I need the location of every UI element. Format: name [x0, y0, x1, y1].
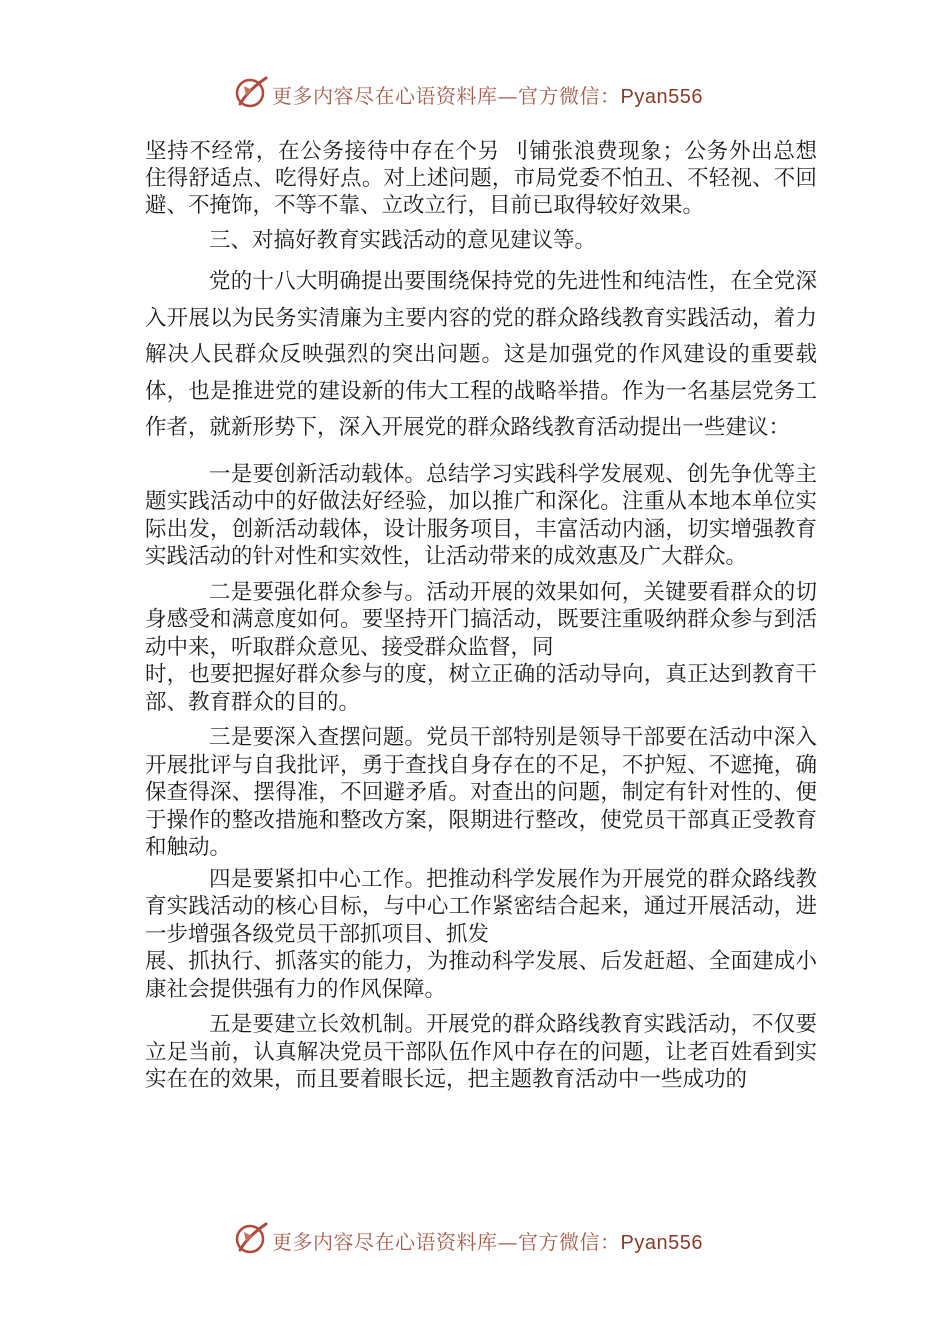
wechat-id: Pyan556 — [620, 1232, 703, 1254]
footer-banner — [0, 1216, 950, 1260]
paragraph-7: 五是要建立长效机制。开展党的群众路线教育实践活动，不仅要立足当前，认真解决党员干部队伍作风中存在的问题，让老百姓看到实实在在的效果，而且要着眼长远，把主题教育活动中一些成功的 — [145, 1012, 817, 1092]
paragraph-5: 三是要深入查摆问题。党员干部特别是领导干部要在活动中深入开展批评与自我批评，勇于查找自身存在的不足，不护短、不遮掩，确保查得深、摆得准，不回避矛盾。对查出的问题，制定有针对性的、便于操作的整改措施和整改方案，限期进行整改，使党员干部真正受教育和触动。 — [145, 725, 817, 860]
brush-logo-icon — [232, 74, 270, 110]
header-banner-text: 更多内容尽在心语资料库—官方微信：Pyan556 — [272, 84, 703, 108]
paragraph-2: 党的十八大明确提出要围绕保持党的先进性和纯洁性，在全党深入开展以为民务实清廉为主要内容的党的群众路线教育实践活动，着力解决人民群众反映强烈的突出问题。这是加强党的作风建设的重要载体，也是推进党的建设新的伟大工程的战略举措。作为一名基层党务工作者，就新形势下，深入开展党的群众路线教育活动提出一些建议： — [145, 269, 817, 440]
brush-logo-icon — [232, 1220, 270, 1256]
paragraph-4: 二是要强化群众参与。活动开展的效果如何，关键要看群众的切身感受和满意度如何。要坚持开门搞活动，既要注重吸纳群众参与到活动中来，听取群众意见、接受群众监督，同 — [145, 579, 817, 660]
section-heading: 三、对搞好教育实践活动的意见建议等。 — [209, 228, 597, 253]
header-banner — [0, 70, 950, 114]
paragraph-3: 一是要创新活动载体。总结学习实践科学发展观、创先争优等主题实践活动中的好做法好经验，加以推广和深化。注重从本地本单位实际出发，创新活动载体，设计服务项目，丰富活动内涵，切实增强教育实践活动的针对性和实效性，让活动带来的成效惠及广大群众。 — [145, 461, 817, 569]
paragraph-6: 四是要紧扣中心工作。把推动科学发展作为开展党的群众路线教育实践活动的核心目标，与中心工作紧密结合起来，通过开展活动，进一步增强各级党员干部抓项目、抓发 — [145, 866, 817, 947]
paragraph-4-cont: 时，也要把握好群众参与的度，树立正确的活动导向，真正达到教育干部、教育群众的目的。 — [145, 662, 817, 715]
paragraph-1: 坚持不经常，在公务接待中存在个另 刂铺张浪费现象；公务外出总想住得舒适点、吃得好点。对上述问题，市局党委不怕丑、不轻视、不回避、不掩饰，不等不靠、立改立行，目前已取得较好效果。 — [145, 139, 817, 218]
paragraph-6-cont: 展、抓执行、抓落实的能力，为推动科学发展、后发赶超、全面建成小康社会提供强有力的作风保障。 — [145, 949, 817, 1002]
wechat-id: Pyan556 — [620, 86, 703, 108]
document-body — [145, 138, 817, 1094]
footer-banner-text: 更多内容尽在心语资料库—官方微信：Pyan556 — [272, 1230, 703, 1254]
